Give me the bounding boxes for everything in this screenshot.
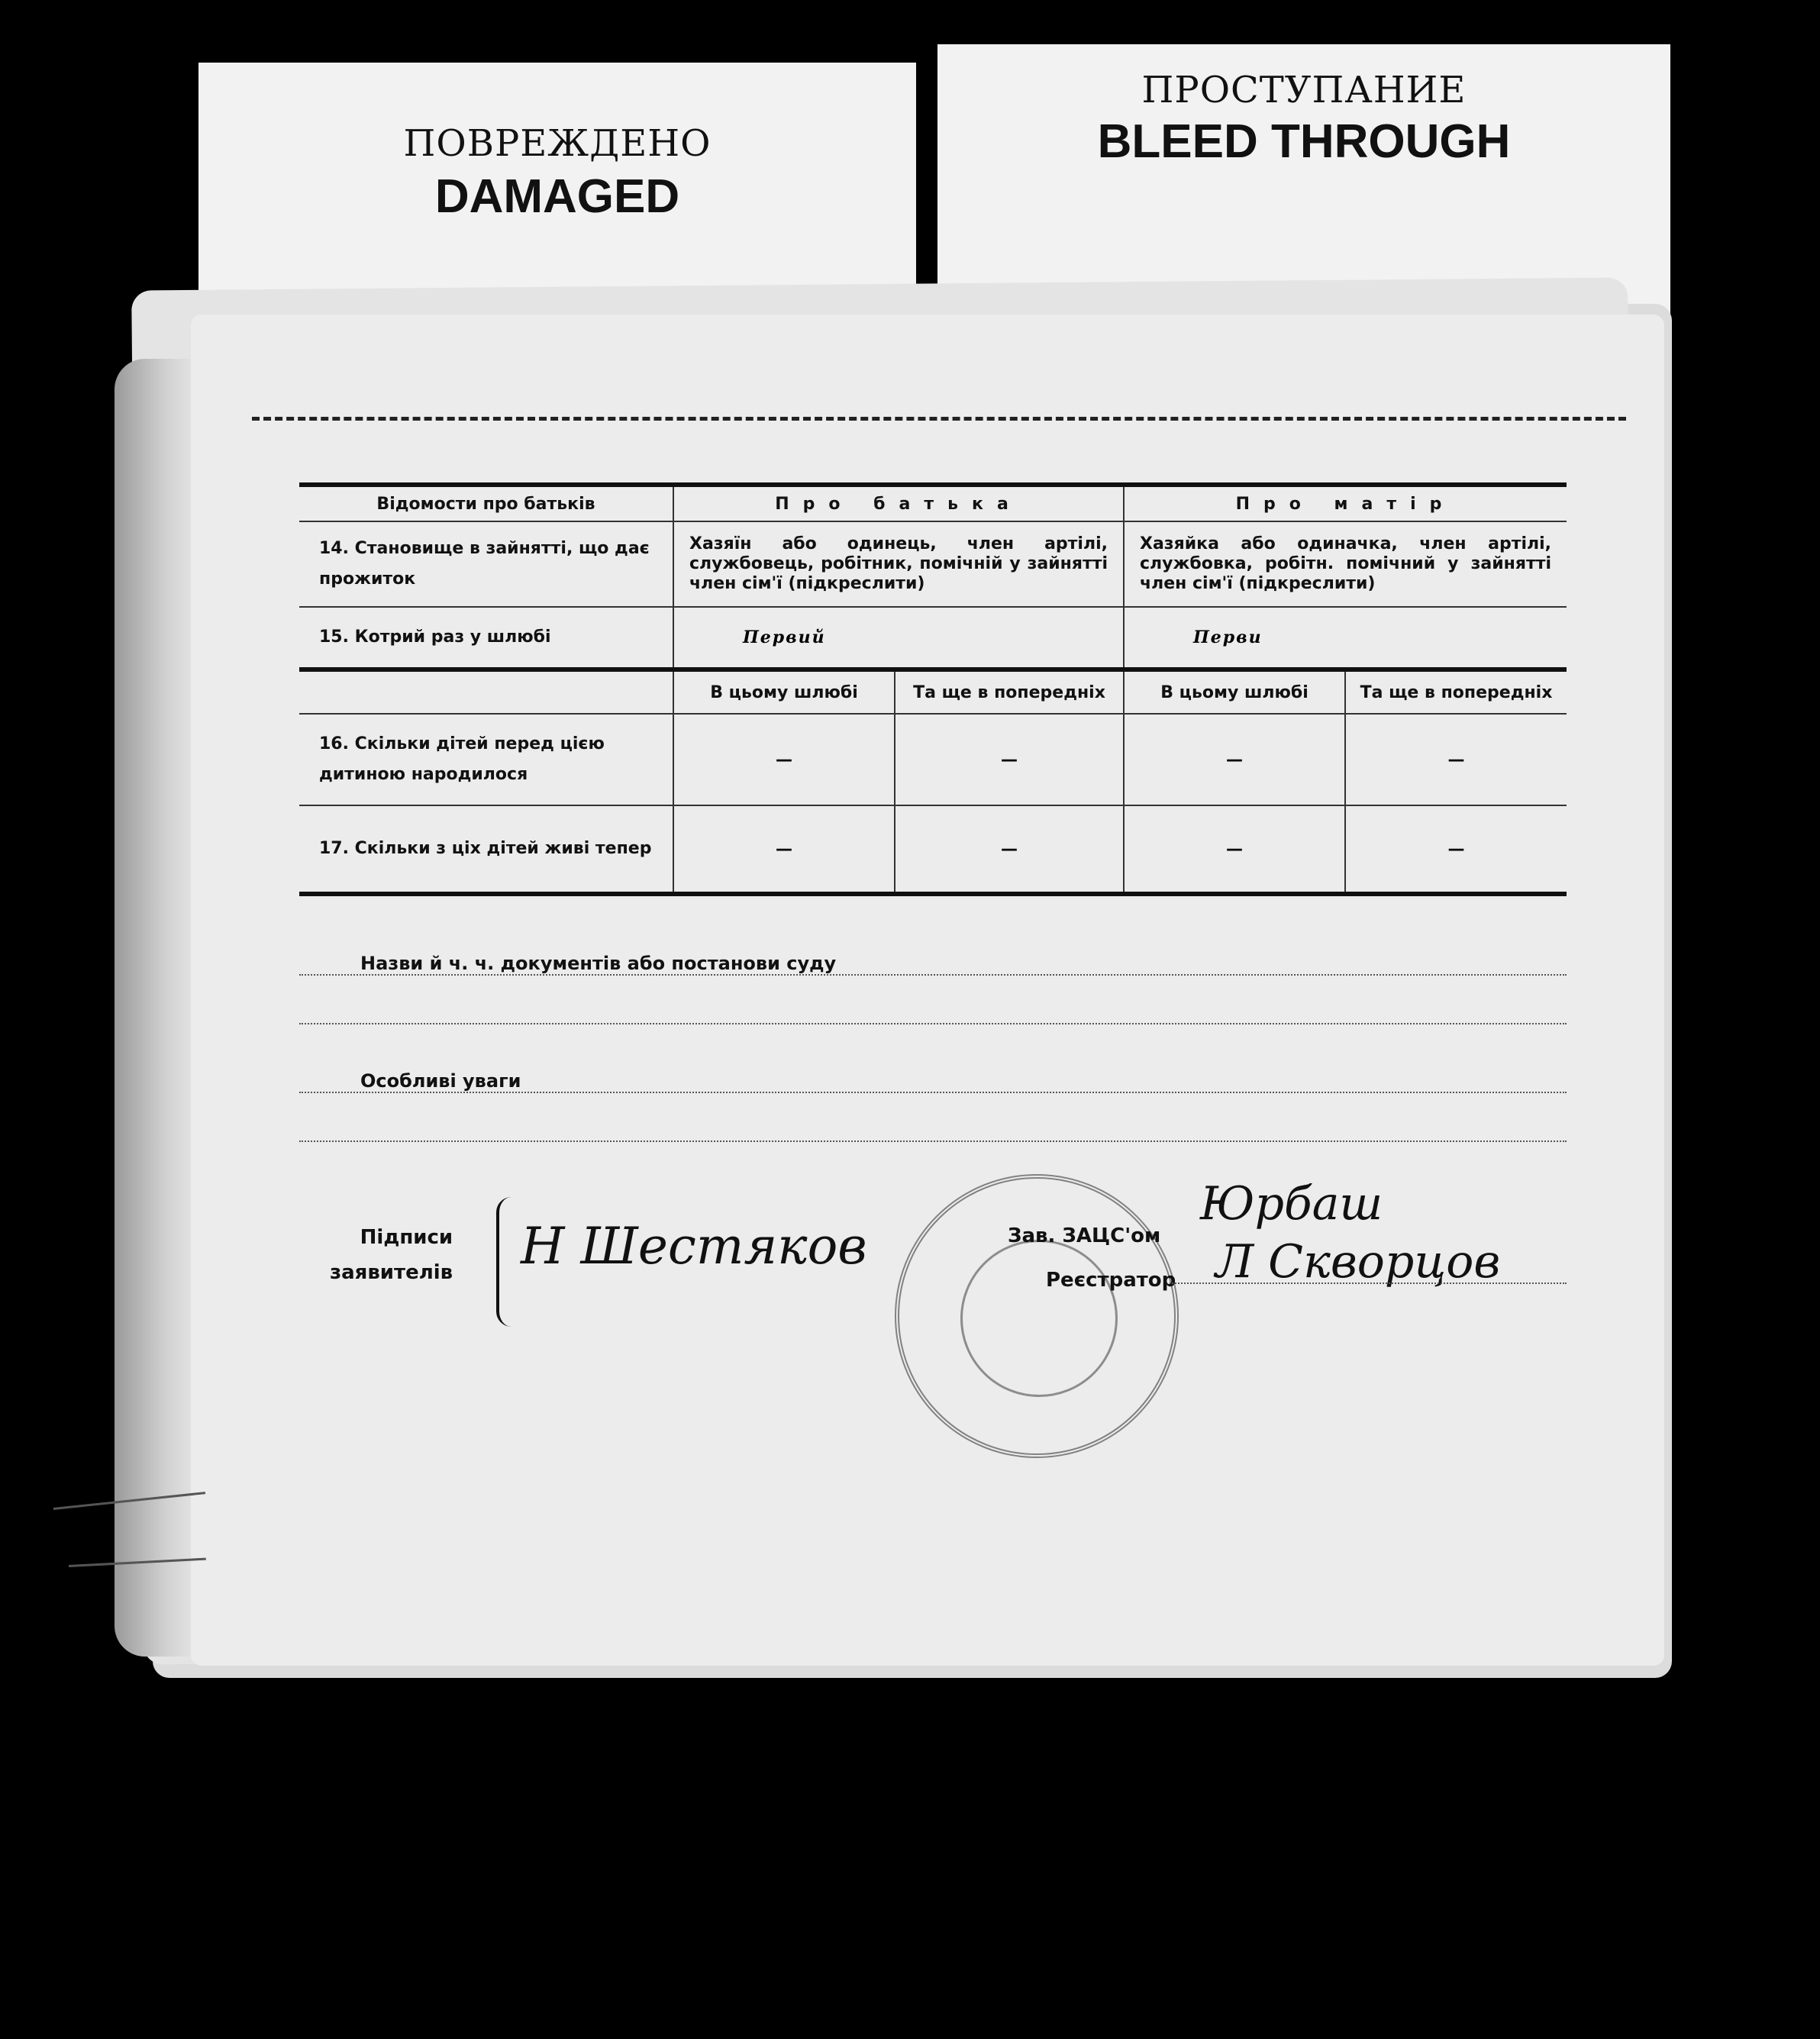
header-row	[299, 485, 1567, 521]
notes-label: Особливі уваги	[360, 1070, 527, 1092]
q16-mother-prev: —	[1345, 714, 1567, 805]
q17-text: Скільки з ціх дітей живі тепер	[354, 839, 652, 858]
parents-info-form	[299, 482, 1567, 1342]
additional-fields	[299, 947, 1567, 1159]
registrar-label: Реєстратор	[1046, 1269, 1176, 1292]
q16-father-this: —	[673, 714, 895, 805]
q17-mother-this: —	[1124, 805, 1345, 894]
q17-father-this: —	[673, 805, 895, 894]
documents-label: Назви й ч. ч. документів або постанови суду	[360, 953, 842, 974]
q14-label	[299, 521, 673, 607]
signature-block	[299, 1177, 1567, 1342]
applicants-signatures-label: Підписи заявителів	[330, 1226, 453, 1284]
q15-mother-handwritten: Перви	[1124, 607, 1567, 669]
registrar-signature: Л Скворцов	[1215, 1235, 1501, 1289]
q16-number: 16.	[319, 734, 349, 753]
damaged-label-en: DAMAGED	[434, 170, 680, 223]
row-17-children-alive	[299, 805, 1567, 894]
row-15-marriage-count	[299, 607, 1567, 669]
row-16-children-born	[299, 714, 1567, 805]
q17-number: 17.	[319, 839, 349, 858]
q16-mother-this: —	[1124, 714, 1345, 805]
paper-stack-edge	[115, 359, 198, 1657]
subheader-mother-this-marriage: В цьому шлюбі	[1124, 669, 1345, 714]
q14-text: Становище в зайнятті, що дає прожиток	[319, 539, 650, 589]
q17-mother-prev: —	[1345, 805, 1567, 894]
subheader-father-this-marriage: В цьому шлюбі	[673, 669, 895, 714]
parents-table	[299, 482, 1567, 896]
header-mother: Про матір	[1124, 485, 1567, 521]
official-seal-stamp	[895, 1174, 1179, 1458]
q17-label	[299, 805, 673, 894]
q17-father-prev: —	[895, 805, 1124, 894]
signature-brace	[496, 1197, 511, 1327]
q16-father-prev: —	[895, 714, 1124, 805]
documents-field-line2	[299, 994, 1567, 1041]
damaged-label-card	[198, 63, 916, 307]
q16-label	[299, 714, 673, 805]
q15-text: Котрий раз у шлюбі	[354, 628, 551, 647]
applicant-signature: Н Шестяков	[521, 1217, 867, 1276]
subheader-mother-previous: Та ще в попередніх	[1345, 669, 1567, 714]
header-father: Про батька	[673, 485, 1124, 521]
q15-father-handwritten: Первий	[673, 607, 1124, 669]
bleed-label-ru: ПРОСТУПАНИЕ	[1141, 69, 1467, 111]
zags-head-label: Зав. ЗАЦС'ом	[1008, 1224, 1161, 1247]
notes-field	[299, 1064, 1567, 1111]
zags-head-signature: Юрбаш	[1200, 1177, 1383, 1231]
documents-field	[299, 947, 1567, 994]
q15-number: 15.	[319, 628, 349, 647]
q14-father-options: Хазяїн або одинець, член артілі, службовець, робітник, помічній у зайнятті член сім'ї (підкреслити)	[673, 521, 1124, 607]
subheader-blank	[299, 669, 673, 714]
q14-number: 14.	[319, 539, 349, 558]
subheader-father-previous: Та ще в попередніх	[895, 669, 1124, 714]
q16-text: Скільки дітей перед цією дитиною народилося	[319, 734, 605, 784]
damaged-label-ru: ПОВРЕЖДЕНО	[403, 122, 712, 165]
q14-mother-options: Хазяйка або одиначка, член артілі, службовка, робітн. помічний у зайнятті член сім'ї (підкреслити)	[1124, 521, 1567, 607]
notes-field-line2	[299, 1111, 1567, 1159]
subheader-row	[299, 669, 1567, 714]
bleed-label-en: BLEED THROUGH	[1097, 115, 1511, 168]
perforation-line	[252, 417, 1626, 421]
row-14-occupation	[299, 521, 1567, 607]
header-parents-info: Відомости про батьків	[376, 494, 595, 514]
q15-label	[299, 607, 673, 669]
